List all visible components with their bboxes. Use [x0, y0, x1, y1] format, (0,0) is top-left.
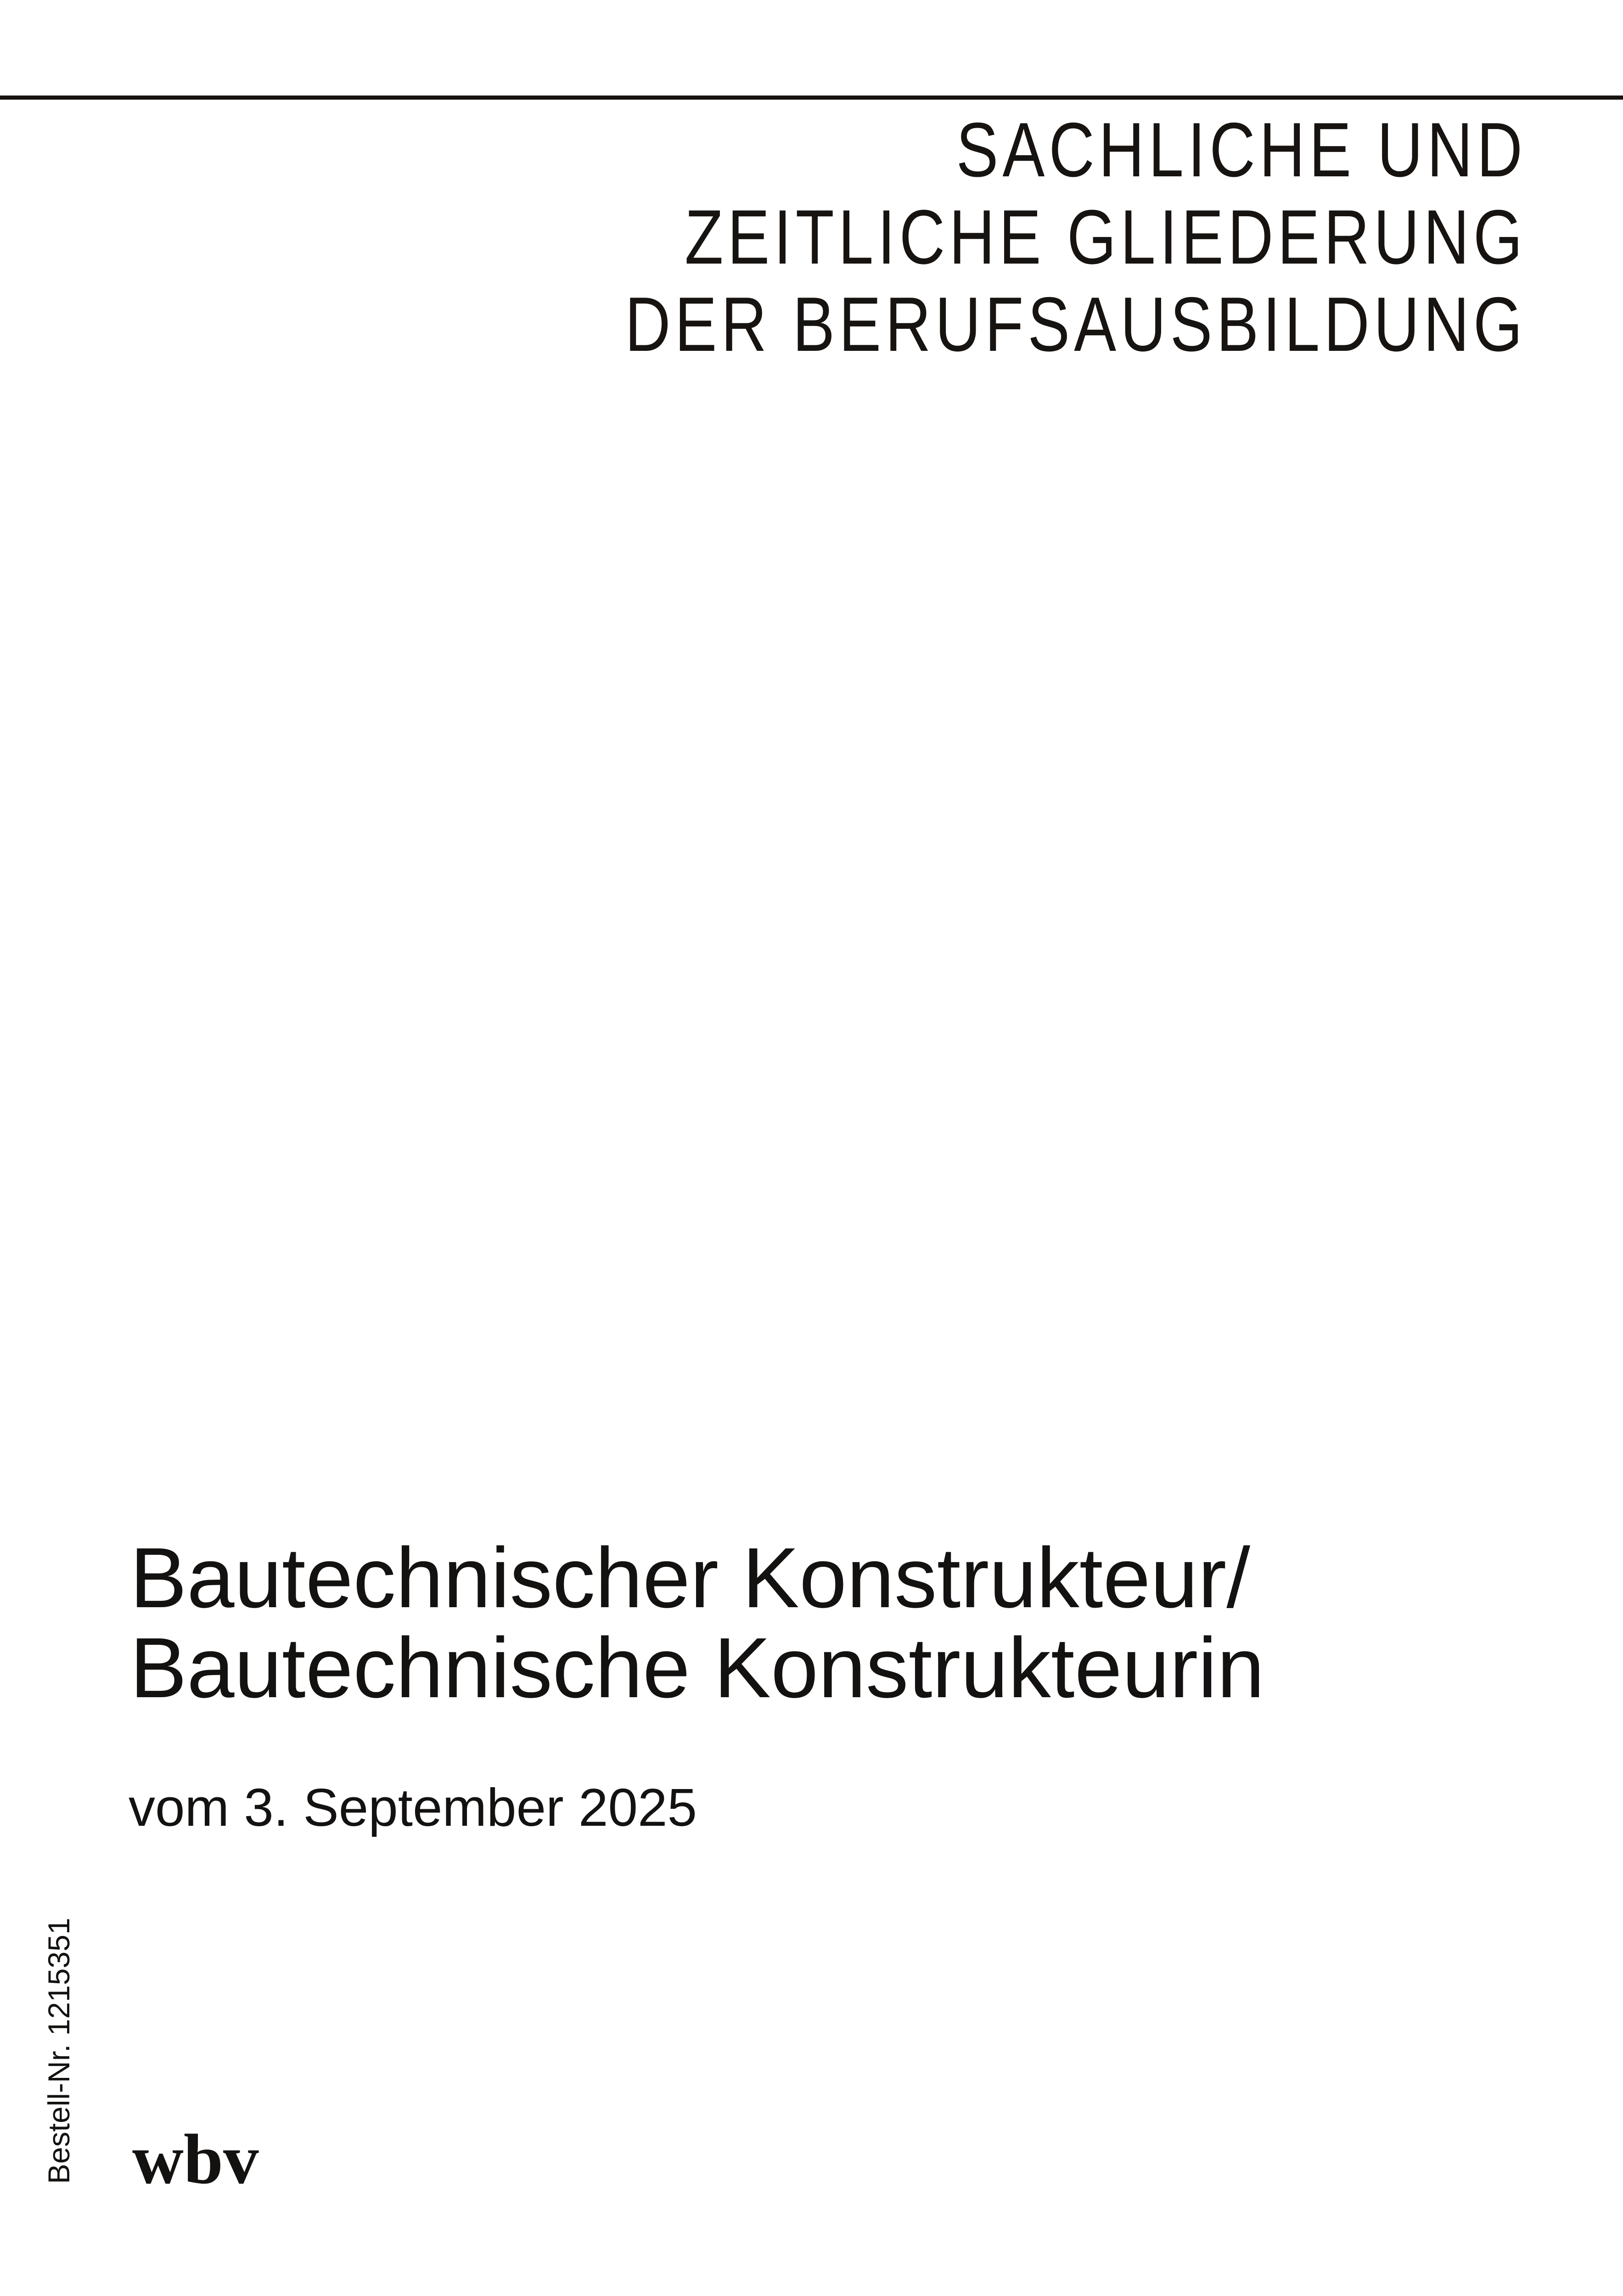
- top-rule-divider: [0, 96, 1623, 100]
- series-heading-line-2: ZEITLICHE GLIEDERUNG: [685, 194, 1527, 280]
- date-line: vom 3. September 2025: [129, 1778, 697, 1837]
- order-number-vertical: Bestell-Nr. 1215351: [42, 1918, 76, 2184]
- wbv-publisher-logo: wbv: [132, 2120, 259, 2199]
- page-title-line-2: Bautechnische Konstrukteurin: [130, 1621, 1265, 1716]
- series-heading-line-3: DER BERUFSAUSBILDUNG: [625, 281, 1527, 367]
- page-title-line-1: Bautechnischer Konstrukteur/: [130, 1531, 1250, 1626]
- series-heading-line-1: SACHLICHE UND: [956, 107, 1527, 193]
- series-heading: [625, 106, 1527, 368]
- page-title: [130, 1531, 1265, 1716]
